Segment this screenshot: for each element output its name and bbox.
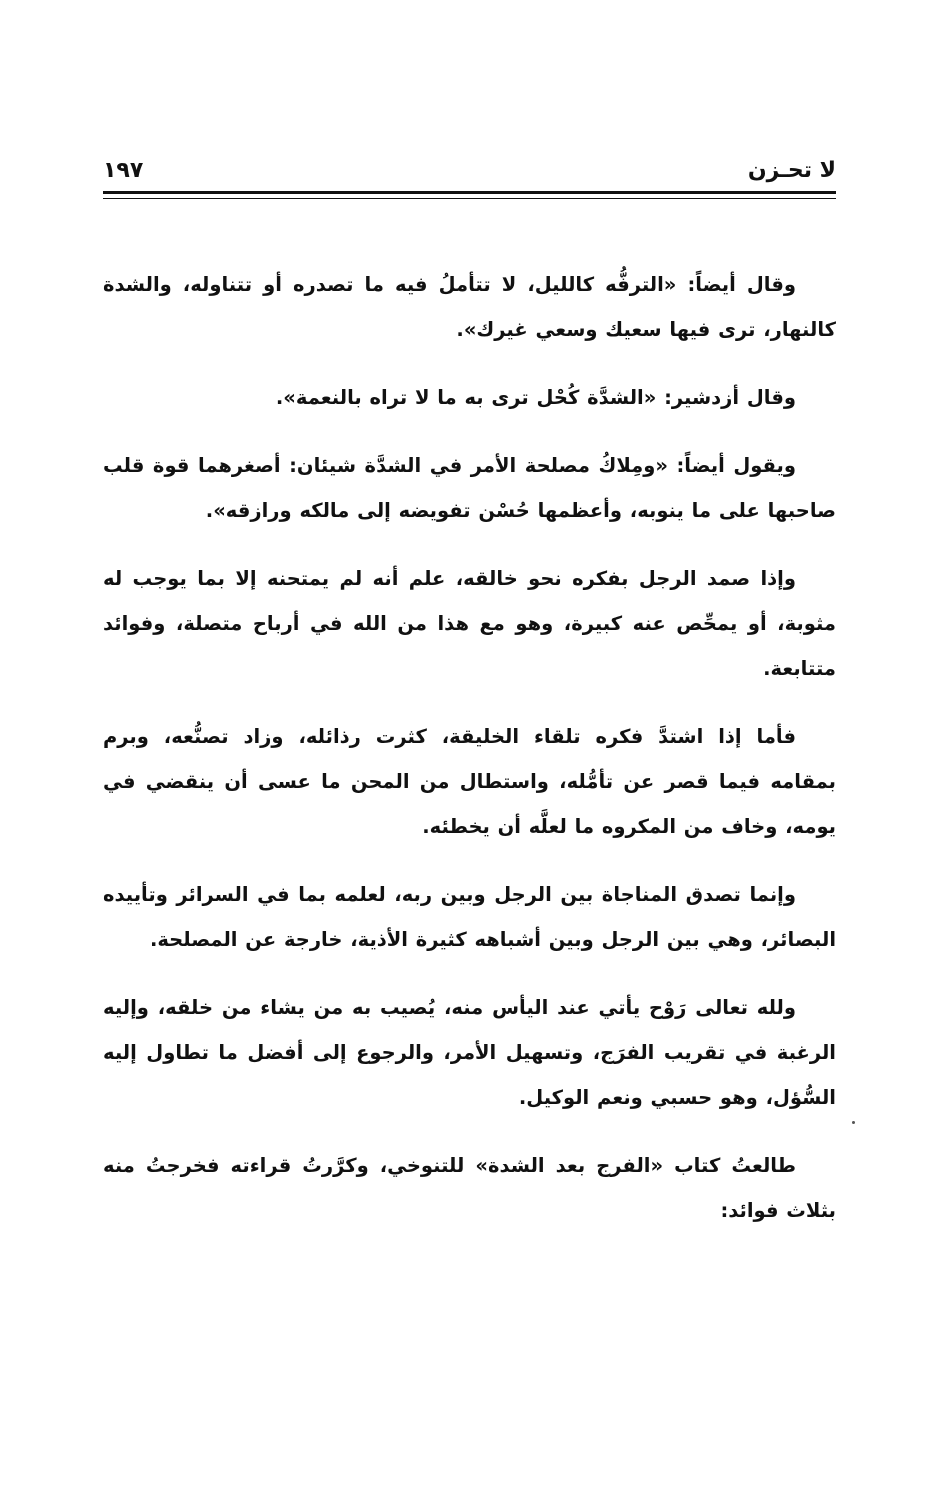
paragraph: وإذا صمد الرجل بفكره نحو خالقه، علم أنه لم يمتحنه إلا بما يوجب له مثوبة، أو يمحِّص عنه كبيرة، وهو مع هذا من الله في أرباح متصلة، وفوائد متتابعة.	[103, 567, 836, 680]
paragraph: ويقول أيضاً: «ومِلاكُ مصلحة الأمر في الشدَّة شيئان: أصغرهما قوة قلب صاحبها على ما ينوبه، وأعظمها حُسْن تفويضه إلى مالكه ورازقه».	[103, 454, 836, 522]
page-number: ١٩٧	[103, 158, 144, 183]
paragraph: طالعتُ كتاب «الفرج بعد الشدة» للتنوخي، وكرَّرتُ قراءته فخرجتُ منه بثلاث فوائد:	[103, 1154, 836, 1222]
paragraph: وإنما تصدق المناجاة بين الرجل وبين ربه، لعلمه بما في السرائر وتأييده البصائر، وهي بين الرجل وبين أشباهه كثيرة الأذية، خارجة عن المصلحة.	[103, 883, 836, 951]
paragraph: وقال أزدشير: «الشدَّة كُحْل ترى به ما لا تراه بالنعمة».	[275, 386, 796, 409]
running-header	[103, 156, 836, 186]
paragraph: ولله تعالى رَوْح يأتي عند اليأس منه، يُصيب به من يشاء من خلقه، وإليه الرغبة في تقريب الفرَج، وتسهيل الأمر، والرجوع إلى أفضل ما تطاول إليه السُّؤل، وهو حسبي ونعم الوكيل.	[103, 996, 836, 1109]
paragraph: وقال أيضاً: «الترفُّه كالليل، لا تتأملُ فيه ما تصدره أو تتناوله، والشدة كالنهار، ترى فيها سعيك وسعي غيرك».	[103, 273, 836, 341]
header-rule-thin	[103, 198, 836, 199]
header-rule-thick	[103, 191, 836, 194]
book-title: لا تحـزن	[747, 158, 836, 183]
paragraph: فأما إذا اشتدَّ فكره تلقاء الخليقة، كثرت رذائله، وزاد تصنُّعه، وبرم بمقامه فيما قصر عن تأمُّله، واستطال من المحن ما عسى أن ينقضي في يومه، وخاف من المكروه ما لعلَّه أن يخطئه.	[103, 725, 836, 838]
body-text	[103, 262, 836, 1256]
scan-speck	[852, 1121, 855, 1124]
